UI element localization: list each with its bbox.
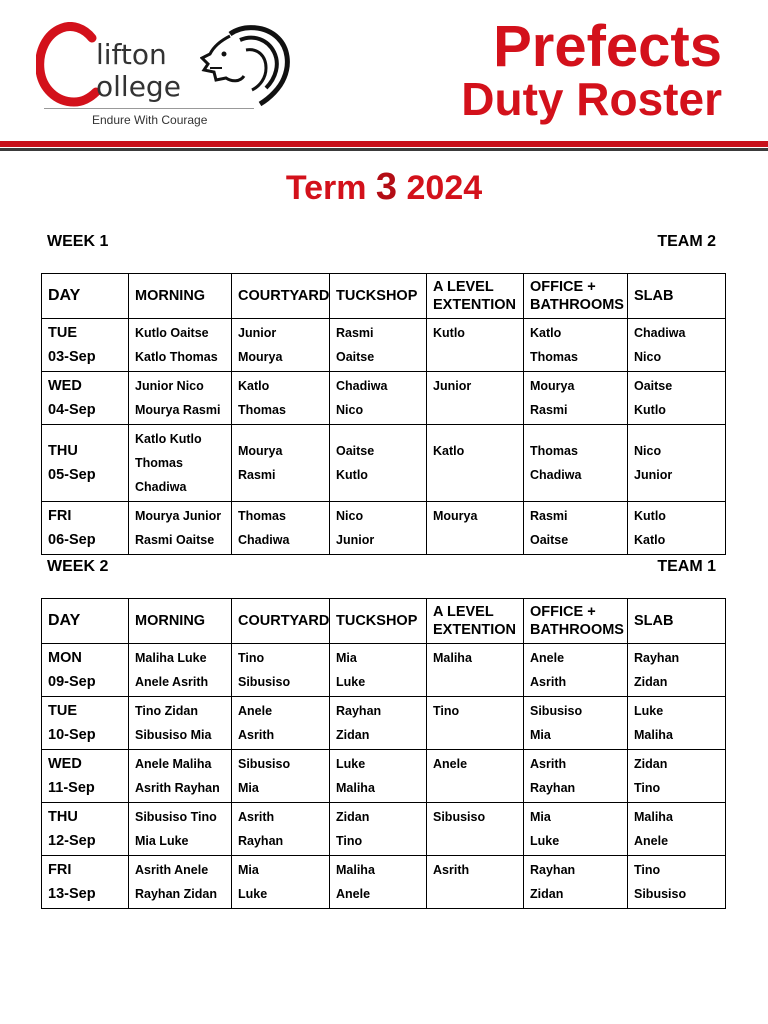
duty-name: Anele bbox=[238, 704, 273, 718]
slab-cell bbox=[628, 425, 726, 502]
tuckshop-cell bbox=[330, 856, 427, 909]
duty-name: Asrith bbox=[238, 810, 275, 824]
column-header-a-level-extention: A LEVEL EXTENTION bbox=[427, 599, 524, 644]
slab-cell bbox=[628, 502, 726, 555]
header-row bbox=[42, 599, 726, 644]
week-1-team: TEAM 2 bbox=[657, 233, 716, 250]
courtyard-cell bbox=[232, 319, 330, 372]
slab-cell bbox=[628, 803, 726, 856]
duty-name: Rayhan bbox=[530, 781, 576, 795]
morning-cell bbox=[129, 319, 232, 372]
column-header-office-bathrooms: OFFICE + BATHROOMS bbox=[524, 274, 628, 319]
duty-name: Katlo Kutlo bbox=[135, 432, 202, 446]
duty-name: Chadiwa bbox=[336, 379, 388, 393]
a-level-extention-cell bbox=[427, 750, 524, 803]
day-name: TUE bbox=[48, 325, 77, 341]
day-cell bbox=[42, 502, 129, 555]
duty-name bbox=[433, 398, 517, 422]
table-row bbox=[42, 750, 726, 803]
logo-word-lifton: lifton bbox=[96, 38, 167, 71]
duty-name bbox=[433, 776, 517, 800]
duty-name: Maliha Luke bbox=[135, 651, 207, 665]
column-header-tuckshop: TUCKSHOP bbox=[330, 274, 427, 319]
header-red-bar bbox=[0, 141, 768, 147]
day-date: 05-Sep bbox=[48, 467, 96, 483]
duty-name: Zidan bbox=[634, 757, 668, 771]
header-grey-bar bbox=[0, 148, 768, 151]
duty-name: Junior bbox=[238, 326, 277, 340]
duty-name: Sibusiso bbox=[530, 704, 583, 718]
office-bathrooms-cell bbox=[524, 644, 628, 697]
term-heading bbox=[0, 166, 768, 209]
duty-name: Kutlo Oaitse bbox=[135, 326, 209, 340]
duty-name: Kutlo bbox=[634, 403, 666, 417]
duty-name: Mia bbox=[238, 863, 259, 877]
duty-name: Oaitse bbox=[530, 533, 569, 547]
day-date: 11-Sep bbox=[48, 780, 95, 796]
a-level-extention-cell bbox=[427, 502, 524, 555]
a-level-extention-cell bbox=[427, 644, 524, 697]
duty-name: Sibusiso bbox=[433, 810, 486, 824]
duty-name: Tino bbox=[634, 781, 661, 795]
slab-cell bbox=[628, 319, 726, 372]
day-name: MON bbox=[48, 650, 82, 666]
courtyard-cell bbox=[232, 803, 330, 856]
tuckshop-cell bbox=[330, 372, 427, 425]
a-level-extention-cell bbox=[427, 425, 524, 502]
slab-cell bbox=[628, 750, 726, 803]
logo-divider bbox=[44, 108, 254, 109]
morning-cell bbox=[129, 697, 232, 750]
day-name: THU bbox=[48, 443, 78, 459]
duty-name: Thomas bbox=[238, 509, 286, 523]
day-cell bbox=[42, 425, 129, 502]
morning-cell bbox=[129, 644, 232, 697]
duty-name: Oaitse bbox=[336, 350, 375, 364]
duty-name: Zidan bbox=[530, 887, 564, 901]
duty-name: Tino bbox=[336, 834, 363, 848]
duty-name: Kutlo bbox=[336, 468, 368, 482]
morning-cell bbox=[129, 372, 232, 425]
table-row bbox=[42, 372, 726, 425]
week-1-roster-table bbox=[41, 273, 726, 555]
duty-name: Mourya bbox=[238, 444, 283, 458]
week-1-label: WEEK 1 bbox=[47, 233, 109, 250]
day-name: FRI bbox=[48, 508, 72, 524]
logo-c-letter-icon bbox=[36, 22, 100, 108]
duty-name: Chadiwa bbox=[238, 533, 290, 547]
office-bathrooms-cell bbox=[524, 319, 628, 372]
duty-name: Maliha bbox=[336, 863, 375, 877]
day-cell bbox=[42, 644, 129, 697]
duty-name: Oaitse bbox=[336, 444, 375, 458]
title-prefects: Prefects bbox=[493, 14, 722, 79]
duty-name: Rayhan bbox=[238, 834, 284, 848]
office-bathrooms-cell bbox=[524, 856, 628, 909]
tuckshop-cell bbox=[330, 750, 427, 803]
tuckshop-cell bbox=[330, 644, 427, 697]
title-duty-roster: Duty Roster bbox=[461, 73, 722, 125]
table-row bbox=[42, 803, 726, 856]
duty-name: Rasmi bbox=[238, 468, 276, 482]
column-header-slab: SLAB bbox=[628, 274, 726, 319]
duty-name: Luke bbox=[238, 887, 268, 901]
day-cell bbox=[42, 697, 129, 750]
duty-name: Junior bbox=[336, 533, 375, 547]
duty-name: Asrith bbox=[530, 757, 567, 771]
duty-name: Luke bbox=[336, 675, 366, 689]
duty-name: Katlo bbox=[238, 379, 270, 393]
duty-name bbox=[433, 345, 517, 369]
day-cell bbox=[42, 803, 129, 856]
duty-name: Tino Zidan bbox=[135, 704, 198, 718]
duty-name: Tino bbox=[433, 704, 460, 718]
day-date: 06-Sep bbox=[48, 532, 96, 548]
week-2-roster-table bbox=[41, 598, 726, 909]
duty-name: Luke bbox=[530, 834, 560, 848]
duty-name: Katlo Thomas bbox=[135, 350, 218, 364]
duty-name: Asrith Anele bbox=[135, 863, 209, 877]
duty-name: Rasmi bbox=[530, 509, 568, 523]
duty-name: Sibusiso Tino bbox=[135, 810, 217, 824]
duty-name: Asrith bbox=[530, 675, 567, 689]
duty-name: Nico bbox=[634, 444, 662, 458]
duty-name: Tino bbox=[634, 863, 661, 877]
duty-name: Anele bbox=[530, 651, 565, 665]
a-level-extention-cell bbox=[427, 372, 524, 425]
column-header-morning: MORNING bbox=[129, 274, 232, 319]
table-row bbox=[42, 697, 726, 750]
logo-word-ollege: ollege bbox=[96, 70, 181, 103]
day-date: 13-Sep bbox=[48, 886, 96, 902]
day-cell bbox=[42, 372, 129, 425]
tuckshop-cell bbox=[330, 803, 427, 856]
duty-name: Kutlo bbox=[634, 509, 666, 523]
courtyard-cell bbox=[232, 644, 330, 697]
duty-name: Sibusiso Mia bbox=[135, 728, 212, 742]
column-header-a-level-extention: A LEVEL EXTENTION bbox=[427, 274, 524, 319]
duty-name: Zidan bbox=[634, 675, 668, 689]
week-2-team: TEAM 1 bbox=[657, 558, 716, 575]
day-name: THU bbox=[48, 809, 78, 825]
duty-name bbox=[433, 670, 517, 694]
duty-name: Maliha bbox=[634, 728, 673, 742]
duty-name: Junior Nico bbox=[135, 379, 204, 393]
duty-name: Maliha bbox=[336, 781, 375, 795]
morning-cell bbox=[129, 856, 232, 909]
duty-name: Chadiwa bbox=[530, 468, 582, 482]
courtyard-cell bbox=[232, 856, 330, 909]
office-bathrooms-cell bbox=[524, 750, 628, 803]
duty-name: Anele bbox=[433, 757, 468, 771]
column-header-courtyard: COURTYARD bbox=[232, 599, 330, 644]
duty-name: Thomas bbox=[530, 444, 578, 458]
office-bathrooms-cell bbox=[524, 803, 628, 856]
morning-cell bbox=[129, 425, 232, 502]
header-row bbox=[42, 274, 726, 319]
duty-name: Junior bbox=[433, 379, 472, 393]
day-date: 03-Sep bbox=[48, 349, 96, 365]
day-date: 10-Sep bbox=[48, 727, 96, 743]
duty-name: Tino bbox=[238, 651, 265, 665]
duty-name bbox=[433, 829, 517, 853]
tuckshop-cell bbox=[330, 697, 427, 750]
column-header-day: DAY bbox=[42, 274, 129, 319]
duty-name: Rayhan bbox=[530, 863, 576, 877]
duty-name: Rayhan Zidan bbox=[135, 887, 217, 901]
office-bathrooms-cell bbox=[524, 502, 628, 555]
duty-name: Katlo bbox=[433, 444, 465, 458]
a-level-extention-cell bbox=[427, 856, 524, 909]
day-cell bbox=[42, 856, 129, 909]
logo-motto: Endure With Courage bbox=[92, 113, 208, 127]
day-cell bbox=[42, 750, 129, 803]
duty-name: Mia Luke bbox=[135, 834, 189, 848]
duty-name: Junior bbox=[634, 468, 673, 482]
duty-name: Asrith Rayhan bbox=[135, 781, 220, 795]
courtyard-cell bbox=[232, 502, 330, 555]
day-name: TUE bbox=[48, 703, 77, 719]
duty-name: Mourya bbox=[433, 509, 478, 523]
duty-name: Sibusiso bbox=[238, 757, 291, 771]
courtyard-cell bbox=[232, 697, 330, 750]
duty-name: Rayhan bbox=[336, 704, 382, 718]
column-header-office-bathrooms: OFFICE + BATHROOMS bbox=[524, 599, 628, 644]
column-header-courtyard: COURTYARD bbox=[232, 274, 330, 319]
duty-name: Rasmi bbox=[336, 326, 374, 340]
tuckshop-cell bbox=[330, 502, 427, 555]
duty-name: Asrith bbox=[238, 728, 275, 742]
duty-name bbox=[433, 463, 517, 487]
term-year: 2024 bbox=[406, 169, 483, 207]
courtyard-cell bbox=[232, 750, 330, 803]
column-header-morning: MORNING bbox=[129, 599, 232, 644]
a-level-extention-cell bbox=[427, 697, 524, 750]
office-bathrooms-cell bbox=[524, 697, 628, 750]
day-date: 09-Sep bbox=[48, 674, 96, 690]
duty-name: Thomas bbox=[530, 350, 578, 364]
day-cell bbox=[42, 319, 129, 372]
duty-name: Katlo bbox=[530, 326, 562, 340]
duty-name: Maliha bbox=[634, 810, 673, 824]
duty-name: Rasmi Oaitse bbox=[135, 533, 215, 547]
a-level-extention-cell bbox=[427, 803, 524, 856]
column-header-day: DAY bbox=[42, 599, 129, 644]
day-date: 04-Sep bbox=[48, 402, 96, 418]
duty-name: Chadiwa bbox=[634, 326, 686, 340]
lion-head-icon bbox=[200, 24, 292, 108]
duty-name: Nico bbox=[634, 350, 662, 364]
term-number: 3 bbox=[375, 166, 398, 208]
table-row bbox=[42, 856, 726, 909]
duty-name: Mia bbox=[336, 651, 357, 665]
duty-name: Rasmi bbox=[530, 403, 568, 417]
duty-name: Anele bbox=[634, 834, 669, 848]
tuckshop-cell bbox=[330, 319, 427, 372]
duty-name: Maliha bbox=[433, 651, 472, 665]
duty-name bbox=[433, 528, 517, 552]
courtyard-cell bbox=[232, 425, 330, 502]
duty-name: Oaitse bbox=[634, 379, 673, 393]
duty-name: Mia bbox=[238, 781, 259, 795]
column-header-tuckshop: TUCKSHOP bbox=[330, 599, 427, 644]
office-bathrooms-cell bbox=[524, 425, 628, 502]
duty-name: Mourya Junior bbox=[135, 509, 222, 523]
tuckshop-cell bbox=[330, 425, 427, 502]
duty-name: Anele Maliha bbox=[135, 757, 212, 771]
duty-name: Thomas bbox=[238, 403, 286, 417]
week-2-label: WEEK 2 bbox=[47, 558, 109, 575]
slab-cell bbox=[628, 644, 726, 697]
duty-name: Thomas Chadiwa bbox=[135, 456, 187, 494]
duty-name: Zidan bbox=[336, 728, 370, 742]
duty-name: Zidan bbox=[336, 810, 370, 824]
table-row bbox=[42, 644, 726, 697]
duty-name: Luke bbox=[634, 704, 664, 718]
courtyard-cell bbox=[232, 372, 330, 425]
duty-name: Sibusiso bbox=[238, 675, 291, 689]
morning-cell bbox=[129, 750, 232, 803]
day-name: WED bbox=[48, 378, 82, 394]
slab-cell bbox=[628, 372, 726, 425]
slab-cell bbox=[628, 856, 726, 909]
duty-name: Rayhan bbox=[634, 651, 680, 665]
duty-name: Anele bbox=[336, 887, 371, 901]
duty-name: Asrith bbox=[433, 863, 470, 877]
duty-name: Kutlo bbox=[433, 326, 465, 340]
table-row bbox=[42, 502, 726, 555]
a-level-extention-cell bbox=[427, 319, 524, 372]
duty-name: Mia bbox=[530, 728, 551, 742]
table-row bbox=[42, 425, 726, 502]
morning-cell bbox=[129, 803, 232, 856]
duty-name: Mourya Rasmi bbox=[135, 403, 221, 417]
day-name: FRI bbox=[48, 862, 72, 878]
duty-name bbox=[433, 723, 517, 747]
duty-name bbox=[433, 882, 517, 906]
term-prefix: Term bbox=[285, 169, 367, 207]
morning-cell bbox=[129, 502, 232, 555]
duty-name: Luke bbox=[336, 757, 366, 771]
duty-name: Mourya bbox=[238, 350, 283, 364]
duty-name: Sibusiso bbox=[634, 887, 687, 901]
day-date: 12-Sep bbox=[48, 833, 96, 849]
duty-name: Mia bbox=[530, 810, 551, 824]
duty-name: Katlo bbox=[634, 533, 666, 547]
duty-name: Anele Asrith bbox=[135, 675, 209, 689]
duty-name: Nico bbox=[336, 403, 364, 417]
slab-cell bbox=[628, 697, 726, 750]
school-logo bbox=[36, 22, 296, 132]
duty-name: Nico bbox=[336, 509, 364, 523]
day-name: WED bbox=[48, 756, 82, 772]
table-row bbox=[42, 319, 726, 372]
duty-name: Mourya bbox=[530, 379, 575, 393]
office-bathrooms-cell bbox=[524, 372, 628, 425]
column-header-slab: SLAB bbox=[628, 599, 726, 644]
